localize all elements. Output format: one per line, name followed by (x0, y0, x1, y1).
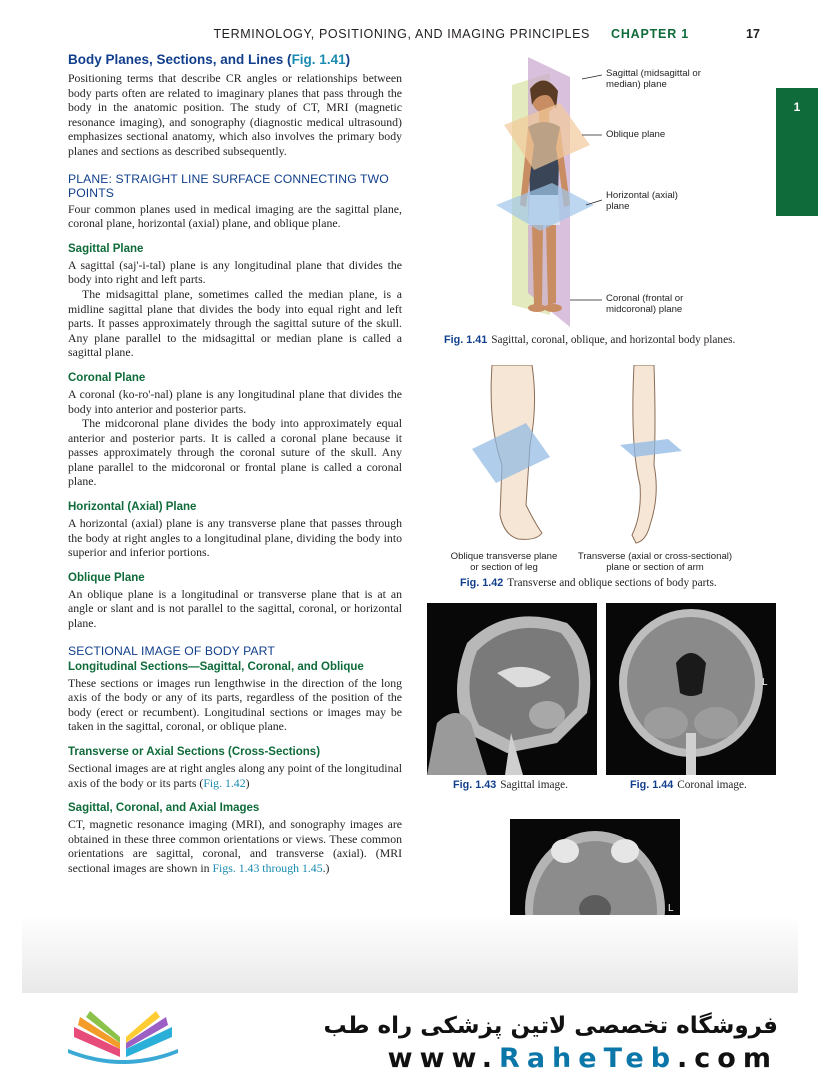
horizontal-plane-label: Horizontal (axial) plane (606, 190, 678, 212)
chapter-tab[interactable] (776, 88, 818, 216)
horizontal-plane-shape (496, 183, 594, 231)
store-name: فروشگاه تخصصی لاتین پزشکی راه طب (323, 1013, 778, 1039)
chapter-label: CHAPTER 1 (611, 27, 690, 41)
coronal-heading: Coronal Plane (68, 371, 146, 384)
coronal-mri-svg (606, 603, 776, 775)
store-url[interactable]: www.RaheTeb.com (387, 1043, 778, 1074)
chapter-tab-number: 1 (793, 100, 801, 114)
text-column (68, 52, 402, 876)
coronal-plane-label: Coronal (frontal or midcoronal) plane (606, 293, 684, 315)
oblique-paragraph: An oblique plane is a longitudinal or transverse plane that is at an angle or slant and is not parallel to the sagittal, coronal, or horizontal plane. (68, 586, 402, 631)
leg-section-label: Oblique transverse plane or section of leg (450, 551, 558, 573)
oblique-plane-label: Oblique plane (606, 129, 666, 140)
footer-banner (0, 993, 818, 1079)
fig-144-caption: Fig. 1.44 Coronal image. (630, 779, 747, 791)
longitudinal-paragraph: These sections or images run lengthwise in the direction of the long axis of the body or any of its parts, regardless of the position of the body (erect or recumbent). Longitudinal sections or images may be taken in the sagittal, coronal, or oblique plane. (68, 675, 402, 734)
fig-142-label: Fig. 1.42 (460, 577, 504, 589)
sagittal-paragraph-1: A sagittal (saj'-i-tal) plane is any longitudinal plane that divides the body into right and left parts. (68, 257, 402, 287)
coronal-l-marker: L (762, 677, 768, 688)
plane-paragraph: Four common planes used in medical imaging are the sagittal plane, coronal plane, horizontal (axial) plane, and oblique plane. (68, 201, 402, 231)
fig-143-145-link[interactable]: Figs. 1.43 through 1.45 (212, 860, 323, 875)
leg-arm-svg (470, 365, 730, 547)
intro-paragraph: Positioning terms that describe CR angles or relationships between body parts often are related to imaginary planes that pass through the body in the anatomic position. The study of CT, MRI (magnetic resonance imaging), and sonography (diagnostic medical ultrasound) emphasizes sectional anatomy, which also involves the primary body planes and sections as described subsequently. (68, 71, 402, 158)
body-planes-svg (490, 55, 602, 330)
page-number: 17 (746, 27, 760, 41)
leg-arm-illustration (470, 365, 730, 547)
fig-143-label: Fig. 1.43 (453, 779, 497, 791)
section-title: Body Planes, Sections, and Lines (Fig. 1.41) (68, 52, 351, 67)
transverse-heading: Transverse or Axial Sections (Cross-Sections) (68, 746, 321, 758)
body-planes-illustration (490, 55, 602, 330)
horizontal-paragraph: A horizontal (axial) plane is any transverse plane that passes through the body at right angles to a longitudinal plane, dividing the body into superior and inferior portions. (68, 516, 402, 560)
sagittal-mri-svg (427, 603, 597, 775)
page-bottom-fade (22, 915, 798, 995)
running-title: TERMINOLOGY, POSITIONING, AND IMAGING PRINCIPLES (213, 27, 590, 41)
axial-l-marker: L (668, 903, 674, 914)
running-header (0, 27, 818, 45)
plane-heading: PLANE: STRAIGHT LINE SURFACE CONNECTING TWO POINTS (68, 171, 389, 200)
fig-143-caption: Fig. 1.43 Sagittal image. (453, 779, 568, 791)
arm-transverse-plane-shape (620, 439, 682, 457)
fig-142-link[interactable]: Fig. 1.42 (203, 775, 246, 790)
coronal-paragraph-1: A coronal (ko-ro'-nal) plane is any longitudinal plane that divides the body into anterior and posterior parts. (68, 386, 402, 416)
coronal-paragraph-2: The midcoronal plane divides the body into approximately equal anterior and posterior parts. It is called a coronal plane because it passes approximately through the coronal suture of the skull. Any plane parallel to the midcoronal or frontal plane is called a coronal plane. (68, 416, 402, 489)
images-heading: Sagittal, Coronal, and Axial Images (68, 802, 260, 815)
sectional-heading: SECTIONAL IMAGE OF BODY PART (68, 643, 275, 658)
transverse-paragraph: Sectional images are at right angles along any point of the longitudinal axis of the body or its parts (Fig. 1.42) (68, 761, 402, 790)
sagittal-paragraph-2: The midsagittal plane, sometimes called the median plane, is a midline sagittal plane that divides the body into equal right and left parts. It passes approximately through the sagittal suture of the skull. Any plane parallel to the midsagittal or median plane is called a sagittal plane. (68, 286, 402, 360)
sagittal-mri-image (427, 603, 597, 775)
book-logo-icon (64, 1009, 182, 1069)
horizontal-heading: Horizontal (Axial) Plane (68, 501, 197, 514)
fig-142-caption: Fig. 1.42 Transverse and oblique sections of body parts. (460, 577, 717, 589)
images-paragraph: CT, magnetic resonance imaging (MRI), and sonography images are obtained in these three common orientations or views. These common orientations are sagittal, coronal, and transverse (axial). (MRI sectional images are shown in Figs. 1.43 through 1.45.) (68, 817, 402, 875)
coronal-mri-image (606, 603, 776, 775)
fig-141-label: Fig. 1.41 (444, 334, 488, 346)
fig-144-label: Fig. 1.44 (630, 779, 674, 791)
arm-section-label: Transverse (axial or cross-sectional) plane or section of arm (577, 551, 733, 573)
sagittal-heading: Sagittal Plane (68, 242, 144, 255)
fig-141-link[interactable]: Fig. 1.41 (291, 52, 346, 67)
leg-oblique-plane-shape (472, 423, 550, 483)
oblique-heading: Oblique Plane (68, 571, 145, 584)
fig-141-caption: Fig. 1.41 Sagittal, coronal, oblique, and horizontal body planes. (444, 334, 736, 346)
sagittal-plane-label: Sagittal (midsagittal or median) plane (606, 68, 701, 90)
longitudinal-heading: Longitudinal Sections—Sagittal, Coronal, and Oblique (68, 660, 364, 673)
